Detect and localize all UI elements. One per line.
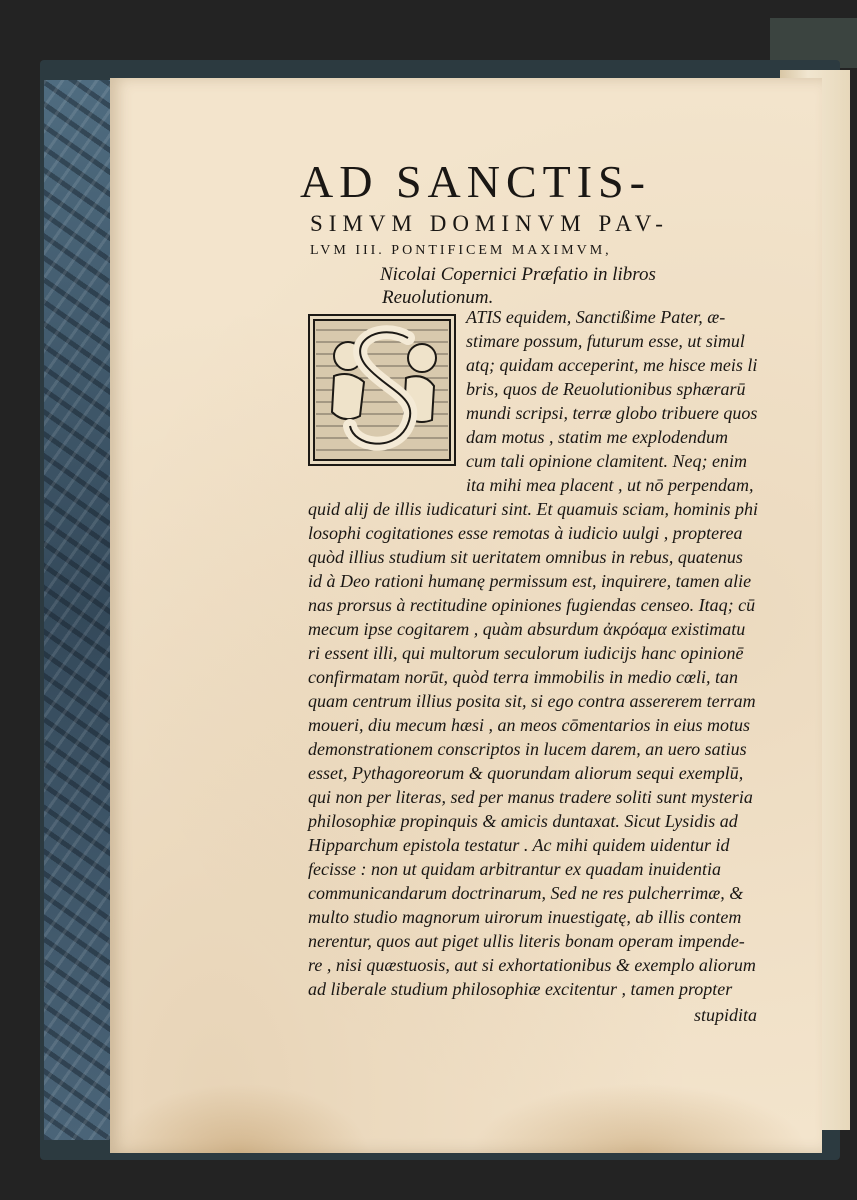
body-line: Hipparchum epistola testatur . Ac mihi quidem uidentur id [308, 835, 730, 855]
body-line: mecum ipse cogitarem , quàm absurdum ἀκρόαμα existimatu [308, 619, 746, 639]
body-line: re , nisi quæstuosis, aut si exhortationibus & exemplo aliorum [308, 955, 756, 975]
body-line: fecisse : non ut quidam arbitrantur ex quadam inuidentia [308, 859, 721, 879]
body-line: ATIS equidem, Sanctißime Pater, æ- [466, 307, 726, 327]
preface-heading [300, 155, 770, 309]
marbled-endpaper [44, 80, 114, 1140]
body-line: cum tali opinione clamitent. Neq; enim [466, 451, 747, 471]
body-line: qui non per literas, sed per manus tradere soliti sunt mysteria [308, 787, 753, 807]
body-line: demonstrationem conscriptos in lucem darem, an uero satius [308, 739, 747, 759]
body-line: quam centrum illius posita sit, si ego contra assererem terram [308, 691, 756, 711]
woodcut-initial-s-icon [308, 314, 456, 466]
body-line: ita mihi mea placent , ut nō perpendam, [466, 475, 754, 495]
body-line: quòd illius studium sit ueritatem omnibus in rebus, quatenus [308, 547, 743, 567]
catchword: stupidita [694, 1005, 758, 1025]
body-line: ad liberale studium philosophiæ excitentur , tamen propter [308, 979, 733, 999]
body-line: esset, Pythagoreorum & quorundam aliorum sequi exemplū, [308, 763, 744, 783]
body-line: confirmatam norūt, quòd terra immobilis in medio cœli, tan [308, 667, 738, 687]
body-line: philosophiæ propinquis & amicis duntaxat. Sicut Lysidis ad [308, 811, 738, 831]
body-line: losophi cogitationes esse remotas à iudicio uulgi , propterea [308, 523, 743, 543]
body-line: mundi scripsi, terræ globo tribuere quos [466, 403, 758, 423]
body-line: id à Deo rationi humanę permissum est, inquirere, tamen alie [308, 571, 752, 591]
body-line: multo studio magnorum uirorum inuestigatę, ab illis contem [308, 907, 742, 927]
body-line: nerentur, quos aut piget ullis literis bonam operam impende- [308, 931, 745, 951]
heading-line-4: Nicolai Copernici Præfatio in libros [380, 264, 656, 285]
heading-line-1: AD SANCTIS- [300, 156, 651, 207]
water-stain [470, 1083, 810, 1153]
water-stain [110, 1083, 370, 1153]
heading-line-2: SIMVM DOMINVM PAV- [310, 211, 669, 236]
body-line: dam motus , statim me explodendum [466, 427, 728, 447]
body-line: ri essent illi, qui multorum seculorum iudicijs hanc opinionē [308, 643, 744, 663]
body-line: communicandarum doctrinarum, Sed ne res pulcherrimæ, & [308, 883, 744, 903]
body-line: atq; quidam acceperint, me hisce meis li [466, 355, 758, 375]
body-line: nas prorsus à rectitudine opiniones fugiendas censeo. Itaq; cū [308, 595, 756, 615]
body-line: stimare possum, futurum esse, ut simul [466, 331, 745, 351]
body-line: bris, quos de Reuolutionibus sphærarū [466, 379, 746, 399]
body-line: quid alij de illis iudicaturi sint. Et quamuis sciam, hominis phi [308, 499, 759, 519]
heading-line-5: Reuolutionum. [382, 287, 494, 308]
heading-line-3: LVM III. PONTIFICEM MAXIMVM, [310, 243, 612, 258]
body-line: moueri, diu mecum hæsi , an meos cōmentarios in eius motus [308, 715, 750, 735]
